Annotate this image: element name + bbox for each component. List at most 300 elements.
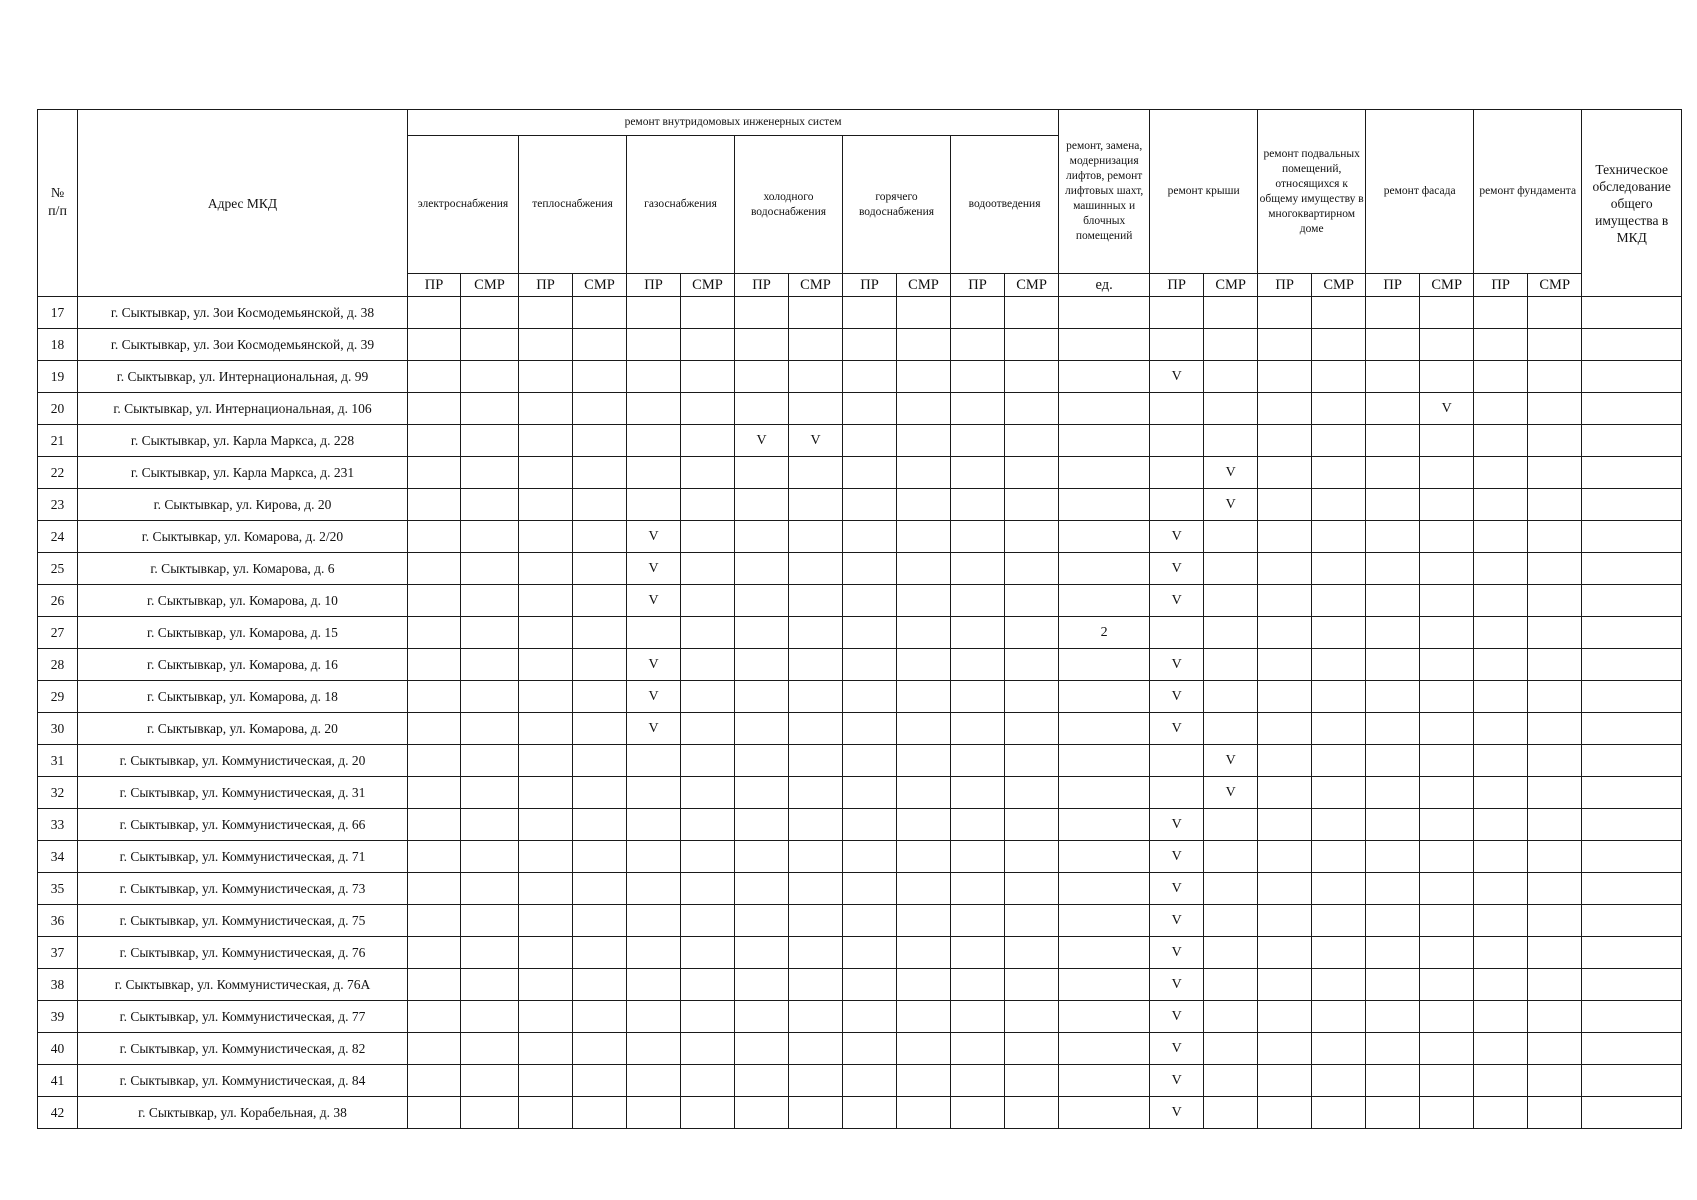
- header-gas: газоснабжения: [627, 136, 735, 274]
- table-cell: [1005, 873, 1059, 905]
- table-cell: [897, 1065, 951, 1097]
- table-cell: [1366, 649, 1420, 681]
- table-cell: V: [1150, 905, 1204, 937]
- header-smr: СМР: [573, 274, 627, 297]
- table-cell: [951, 809, 1005, 841]
- repair-schedule-table: [37, 109, 1682, 1129]
- table-cell: [1312, 425, 1366, 457]
- header-engineering-systems: ремонт внутридомовых инженерных систем: [408, 110, 1059, 136]
- row-address: г. Сыктывкар, ул. Интернациональная, д. 99: [78, 361, 408, 393]
- table-cell: [461, 393, 519, 425]
- table-cell: [1059, 681, 1150, 713]
- table-cell: [735, 745, 789, 777]
- table-cell: [1528, 777, 1582, 809]
- table-cell: [1582, 649, 1682, 681]
- table-cell: [1474, 425, 1528, 457]
- table-cell: [1474, 1097, 1528, 1129]
- table-cell: [1312, 777, 1366, 809]
- table-cell: [1204, 937, 1258, 969]
- table-cell: [1582, 1097, 1682, 1129]
- table-cell: [1005, 969, 1059, 1001]
- table-cell: [1528, 905, 1582, 937]
- table-cell: [843, 457, 897, 489]
- table-cell: [1528, 521, 1582, 553]
- table-cell: [1005, 1065, 1059, 1097]
- table-cell: [461, 1065, 519, 1097]
- table-cell: [519, 873, 573, 905]
- table-cell: [681, 905, 735, 937]
- header-pr: ПР: [951, 274, 1005, 297]
- table-cell: [461, 617, 519, 649]
- table-cell: [519, 553, 573, 585]
- table-cell: [627, 1065, 681, 1097]
- table-cell: [951, 585, 1005, 617]
- table-cell: [1366, 617, 1420, 649]
- table-cell: [897, 777, 951, 809]
- table-cell: [519, 329, 573, 361]
- table-cell: [1366, 297, 1420, 329]
- table-cell: [461, 425, 519, 457]
- table-cell: [1059, 713, 1150, 745]
- table-row: [38, 713, 1682, 745]
- table-cell: [897, 553, 951, 585]
- table-cell: [1582, 457, 1682, 489]
- table-cell: [573, 585, 627, 617]
- header-pr: ПР: [1366, 274, 1420, 297]
- table-cell: [627, 361, 681, 393]
- table-cell: [1366, 1001, 1420, 1033]
- table-cell: [1005, 329, 1059, 361]
- table-cell: V: [1150, 1065, 1204, 1097]
- table-cell: [573, 777, 627, 809]
- table-cell: [1150, 457, 1204, 489]
- table-cell: [1258, 425, 1312, 457]
- table-cell: [573, 457, 627, 489]
- table-cell: [1528, 873, 1582, 905]
- table-cell: [1312, 649, 1366, 681]
- table-cell: [681, 553, 735, 585]
- table-cell: [843, 393, 897, 425]
- table-cell: [951, 905, 1005, 937]
- table-cell: [951, 873, 1005, 905]
- row-number: 18: [38, 329, 78, 361]
- table-cell: [789, 873, 843, 905]
- table-cell: [573, 1097, 627, 1129]
- header-hot-water: горячего водоснабжения: [843, 136, 951, 274]
- table-cell: [1420, 841, 1474, 873]
- row-number: 29: [38, 681, 78, 713]
- table-cell: [1528, 1097, 1582, 1129]
- table-cell: [735, 905, 789, 937]
- table-cell: [1312, 585, 1366, 617]
- table-cell: [1059, 937, 1150, 969]
- row-number: 35: [38, 873, 78, 905]
- table-cell: [1312, 969, 1366, 1001]
- table-cell: [735, 969, 789, 1001]
- table-cell: [735, 457, 789, 489]
- table-cell: V: [1420, 393, 1474, 425]
- table-cell: [1420, 649, 1474, 681]
- table-cell: [1366, 457, 1420, 489]
- table-cell: [408, 1097, 461, 1129]
- table-cell: [1528, 713, 1582, 745]
- table-cell: [681, 1065, 735, 1097]
- table-row: [38, 585, 1682, 617]
- table-cell: [461, 521, 519, 553]
- table-cell: [951, 841, 1005, 873]
- table-cell: [789, 777, 843, 809]
- table-cell: [789, 905, 843, 937]
- table-cell: [1059, 521, 1150, 553]
- table-cell: [1312, 1033, 1366, 1065]
- table-cell: [1366, 425, 1420, 457]
- row-number: 38: [38, 969, 78, 1001]
- table-row: [38, 553, 1682, 585]
- table-cell: [1059, 457, 1150, 489]
- table-cell: [1366, 553, 1420, 585]
- table-cell: [573, 521, 627, 553]
- table-cell: [897, 1097, 951, 1129]
- table-cell: [735, 777, 789, 809]
- table-cell: [627, 1001, 681, 1033]
- row-number: 26: [38, 585, 78, 617]
- row-address: г. Сыктывкар, ул. Карла Маркса, д. 228: [78, 425, 408, 457]
- table-cell: [1420, 745, 1474, 777]
- table-cell: V: [1204, 777, 1258, 809]
- table-cell: [1582, 1001, 1682, 1033]
- row-address: г. Сыктывкар, ул. Коммунистическая, д. 76А: [78, 969, 408, 1001]
- table-cell: [573, 1033, 627, 1065]
- table-cell: [1582, 681, 1682, 713]
- table-cell: V: [1150, 585, 1204, 617]
- table-cell: [573, 297, 627, 329]
- row-number: 36: [38, 905, 78, 937]
- table-cell: [1059, 841, 1150, 873]
- table-cell: [1312, 393, 1366, 425]
- table-cell: [519, 425, 573, 457]
- table-cell: [408, 969, 461, 1001]
- table-cell: [681, 361, 735, 393]
- table-cell: [1420, 937, 1474, 969]
- table-cell: [843, 1097, 897, 1129]
- table-cell: [1420, 425, 1474, 457]
- row-address: г. Сыктывкар, ул. Коммунистическая, д. 84: [78, 1065, 408, 1097]
- table-cell: [1366, 873, 1420, 905]
- header-smr: СМР: [681, 274, 735, 297]
- table-cell: [1528, 553, 1582, 585]
- table-cell: [1474, 457, 1528, 489]
- row-number: 17: [38, 297, 78, 329]
- table-cell: [1420, 585, 1474, 617]
- row-address: г. Сыктывкар, ул. Коммунистическая, д. 75: [78, 905, 408, 937]
- table-cell: [681, 489, 735, 521]
- table-cell: [1005, 809, 1059, 841]
- table-cell: [1005, 1033, 1059, 1065]
- table-cell: [1366, 361, 1420, 393]
- table-cell: [1204, 713, 1258, 745]
- table-cell: [461, 329, 519, 361]
- table-cell: [789, 393, 843, 425]
- table-cell: V: [1150, 1033, 1204, 1065]
- table-cell: [1258, 809, 1312, 841]
- table-cell: [1582, 937, 1682, 969]
- table-cell: [843, 713, 897, 745]
- table-cell: V: [1204, 489, 1258, 521]
- header-pr: ПР: [1258, 274, 1312, 297]
- table-cell: [789, 649, 843, 681]
- table-cell: [735, 329, 789, 361]
- table-cell: [1258, 937, 1312, 969]
- table-cell: [1204, 905, 1258, 937]
- table-cell: [735, 937, 789, 969]
- table-cell: [1204, 521, 1258, 553]
- table-cell: [843, 745, 897, 777]
- table-cell: [1474, 905, 1528, 937]
- table-cell: [789, 617, 843, 649]
- table-cell: [1312, 713, 1366, 745]
- table-row: [38, 649, 1682, 681]
- table-cell: [897, 873, 951, 905]
- table-cell: [408, 681, 461, 713]
- table-cell: [461, 841, 519, 873]
- table-cell: [519, 969, 573, 1001]
- table-cell: [461, 969, 519, 1001]
- table-cell: [573, 649, 627, 681]
- table-cell: [461, 713, 519, 745]
- table-cell: V: [735, 425, 789, 457]
- table-cell: [735, 841, 789, 873]
- table-row: [38, 361, 1682, 393]
- table-cell: [519, 649, 573, 681]
- table-cell: [461, 777, 519, 809]
- table-cell: [735, 585, 789, 617]
- table-cell: [573, 553, 627, 585]
- table-cell: [951, 1001, 1005, 1033]
- table-cell: [897, 745, 951, 777]
- table-cell: [573, 329, 627, 361]
- table-cell: [1005, 841, 1059, 873]
- table-cell: [1258, 297, 1312, 329]
- table-cell: [1204, 361, 1258, 393]
- row-number: 21: [38, 425, 78, 457]
- table-cell: [1528, 841, 1582, 873]
- table-cell: [1528, 745, 1582, 777]
- table-cell: [681, 585, 735, 617]
- table-cell: [897, 489, 951, 521]
- table-cell: [951, 457, 1005, 489]
- table-cell: [897, 361, 951, 393]
- table-cell: [1312, 681, 1366, 713]
- table-cell: [1366, 745, 1420, 777]
- table-cell: [681, 1001, 735, 1033]
- table-cell: [1059, 905, 1150, 937]
- table-cell: [735, 649, 789, 681]
- table-cell: [1474, 841, 1528, 873]
- table-cell: [1258, 329, 1312, 361]
- table-cell: [1420, 521, 1474, 553]
- table-cell: [951, 329, 1005, 361]
- table-cell: [1204, 969, 1258, 1001]
- table-cell: [573, 937, 627, 969]
- table-cell: [789, 489, 843, 521]
- row-address: г. Сыктывкар, ул. Зои Космодемьянской, д. 39: [78, 329, 408, 361]
- table-cell: [573, 713, 627, 745]
- table-cell: V: [789, 425, 843, 457]
- table-cell: [897, 297, 951, 329]
- table-cell: [789, 1001, 843, 1033]
- table-cell: V: [1150, 361, 1204, 393]
- table-cell: [408, 905, 461, 937]
- table-row: [38, 681, 1682, 713]
- table-row: [38, 905, 1682, 937]
- table-row: [38, 521, 1682, 553]
- table-cell: [681, 297, 735, 329]
- table-cell: [1420, 809, 1474, 841]
- table-cell: [897, 809, 951, 841]
- table-cell: V: [1150, 937, 1204, 969]
- table-cell: [461, 905, 519, 937]
- table-cell: [573, 1065, 627, 1097]
- table-cell: [1582, 1065, 1682, 1097]
- table-cell: [1059, 969, 1150, 1001]
- header-heating: теплоснабжения: [519, 136, 627, 274]
- table-cell: [1005, 649, 1059, 681]
- table-cell: [1312, 905, 1366, 937]
- table-cell: [1150, 777, 1204, 809]
- table-cell: [681, 873, 735, 905]
- table-cell: [1366, 937, 1420, 969]
- table-cell: V: [1150, 809, 1204, 841]
- table-cell: [1582, 329, 1682, 361]
- table-cell: [1312, 489, 1366, 521]
- table-cell: [1528, 361, 1582, 393]
- table-cell: V: [1150, 713, 1204, 745]
- table-cell: [1366, 1065, 1420, 1097]
- table-cell: [951, 777, 1005, 809]
- table-cell: [1582, 425, 1682, 457]
- table-cell: [897, 1033, 951, 1065]
- table-cell: [408, 361, 461, 393]
- table-cell: [1258, 905, 1312, 937]
- table-row: [38, 969, 1682, 1001]
- table-cell: [519, 841, 573, 873]
- table-cell: [1366, 809, 1420, 841]
- table-cell: [735, 1065, 789, 1097]
- table-cell: [573, 969, 627, 1001]
- table-row: [38, 617, 1682, 649]
- row-address: г. Сыктывкар, ул. Комарова, д. 18: [78, 681, 408, 713]
- table-cell: [1005, 425, 1059, 457]
- table-cell: [1204, 841, 1258, 873]
- table-cell: [627, 841, 681, 873]
- table-cell: [1312, 329, 1366, 361]
- table-cell: [1582, 361, 1682, 393]
- header-pr: ПР: [735, 274, 789, 297]
- table-cell: [1366, 713, 1420, 745]
- table-cell: [519, 297, 573, 329]
- table-cell: [1204, 1065, 1258, 1097]
- row-address: г. Сыктывкар, ул. Комарова, д. 20: [78, 713, 408, 745]
- table-cell: [681, 969, 735, 1001]
- table-row: [38, 393, 1682, 425]
- table-cell: [1005, 1097, 1059, 1129]
- table-cell: [1059, 745, 1150, 777]
- table-cell: [1005, 745, 1059, 777]
- table-cell: [1582, 713, 1682, 745]
- row-address: г. Сыктывкар, ул. Зои Космодемьянской, д. 38: [78, 297, 408, 329]
- table-cell: [1059, 809, 1150, 841]
- table-cell: [843, 329, 897, 361]
- table-cell: [789, 553, 843, 585]
- table-cell: [789, 745, 843, 777]
- table-cell: [627, 425, 681, 457]
- table-cell: [573, 905, 627, 937]
- table-cell: [1474, 393, 1528, 425]
- table-cell: [1059, 1001, 1150, 1033]
- table-cell: [789, 297, 843, 329]
- table-cell: [1420, 297, 1474, 329]
- table-cell: [1528, 969, 1582, 1001]
- table-row: [38, 297, 1682, 329]
- table-cell: [1528, 1033, 1582, 1065]
- header-smr: СМР: [897, 274, 951, 297]
- table-cell: 2: [1059, 617, 1150, 649]
- header-smr: СМР: [461, 274, 519, 297]
- table-cell: [681, 617, 735, 649]
- table-cell: [735, 809, 789, 841]
- table-cell: [1059, 649, 1150, 681]
- header-pr: ПР: [1150, 274, 1204, 297]
- table-cell: [681, 329, 735, 361]
- table-cell: [897, 521, 951, 553]
- table-cell: [951, 649, 1005, 681]
- table-cell: [1528, 809, 1582, 841]
- table-cell: [627, 777, 681, 809]
- table-cell: [627, 809, 681, 841]
- table-cell: [461, 681, 519, 713]
- table-cell: [1150, 489, 1204, 521]
- table-cell: [681, 425, 735, 457]
- table-cell: [789, 713, 843, 745]
- table-cell: [897, 457, 951, 489]
- table-cell: [951, 681, 1005, 713]
- table-cell: [1528, 617, 1582, 649]
- table-cell: [627, 457, 681, 489]
- table-cell: [735, 393, 789, 425]
- table-cell: [1204, 873, 1258, 905]
- table-cell: [573, 873, 627, 905]
- row-address: г. Сыктывкар, ул. Карла Маркса, д. 231: [78, 457, 408, 489]
- table-cell: [1474, 329, 1528, 361]
- table-cell: [461, 489, 519, 521]
- table-cell: [1258, 1065, 1312, 1097]
- header-smr: СМР: [1528, 274, 1582, 297]
- table-cell: [519, 809, 573, 841]
- table-cell: [573, 841, 627, 873]
- table-cell: [461, 297, 519, 329]
- table-cell: [843, 1065, 897, 1097]
- table-cell: [1059, 489, 1150, 521]
- table-cell: [951, 425, 1005, 457]
- table-cell: [1528, 937, 1582, 969]
- table-cell: V: [627, 681, 681, 713]
- header-roof: ремонт крыши: [1150, 110, 1258, 274]
- table-cell: [1582, 873, 1682, 905]
- table-cell: [1312, 873, 1366, 905]
- table-cell: [1059, 1033, 1150, 1065]
- table-cell: [789, 841, 843, 873]
- table-cell: [951, 1097, 1005, 1129]
